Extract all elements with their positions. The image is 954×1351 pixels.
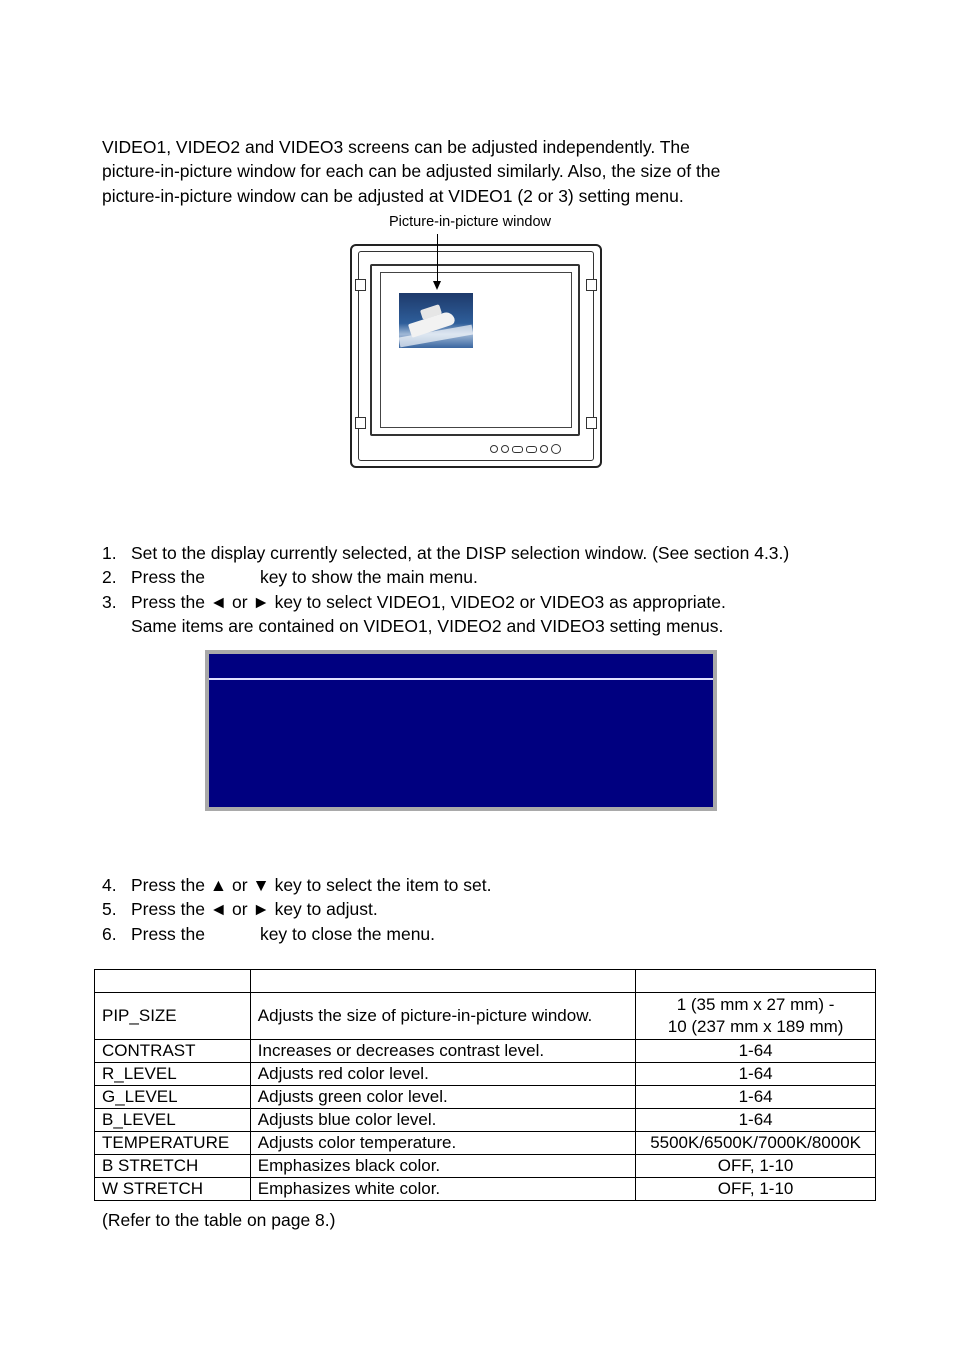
range-cell [636,993,876,1040]
description-cell: Adjusts red color level. [250,1063,635,1086]
power-button-icon [551,444,561,454]
step-number: 2. [102,567,117,588]
item-cell: PIP_SIZE [95,993,251,1040]
step-text: Press the [131,567,205,588]
mount-tab [355,417,366,429]
item-cell: W STRETCH [95,1178,251,1201]
table-header-cell [250,970,635,993]
description-cell: Adjusts the size of picture-in-picture window. [250,993,635,1040]
intro-line: VIDEO1, VIDEO2 and VIDEO3 screens can be adjusted independently. The [102,137,690,157]
step-number: 1. [102,543,117,563]
monitor-button-icon [540,445,548,453]
table-header-cell [95,970,251,993]
monitor-button-icon [490,445,498,453]
monitor-button-icon [512,446,523,453]
item-cell: CONTRAST [95,1040,251,1063]
step-item [102,565,789,589]
arrow-down-icon [433,281,441,290]
step-text: key to show the main menu. [259,567,478,588]
range-cell: 1-64 [636,1086,876,1109]
item-cell: R_LEVEL [95,1063,251,1086]
range-cell: 1-64 [636,1063,876,1086]
table-header-row [95,970,876,993]
step-item [102,541,789,565]
description-cell: Emphasizes black color. [250,1155,635,1178]
description-cell: Adjusts color temperature. [250,1132,635,1155]
range-cell: 5500K/6500K/7000K/8000K [636,1132,876,1155]
procedure-steps [102,873,491,946]
step-item [102,897,491,921]
boat-photo-icon [399,293,473,348]
step-text: Press the ◄ or ► key to select VIDEO1, VIDEO2 or VIDEO3 as appropriate. [131,591,726,612]
mount-tab [586,279,597,291]
range-cell: OFF, 1-10 [636,1155,876,1178]
range-cell: OFF, 1-10 [636,1178,876,1201]
monitor-button-row [490,444,564,454]
step-item [102,922,491,946]
step-number: 4. [102,875,117,895]
step-text: key to close the menu. [259,923,436,944]
menu-title-divider [209,678,713,680]
table-row [95,1086,876,1109]
table-row [95,1040,876,1063]
procedure-steps [102,541,789,638]
table-row [95,1155,876,1178]
step-subtext: Same items are contained on VIDEO1, VIDEO2 and VIDEO3 setting menus. [131,615,724,636]
description-cell: Increases or decreases contrast level. [250,1040,635,1063]
table-row [95,1178,876,1201]
step-item [102,590,789,639]
intro-line: picture-in-picture window can be adjusted at VIDEO1 (2 or 3) setting menu. [102,185,684,206]
monitor-button-icon [501,445,509,453]
table-header-cell [636,970,876,993]
step-item [102,873,491,897]
step-text: Press the ◄ or ► key to adjust. [131,899,378,920]
table-row [95,1132,876,1155]
description-cell: Emphasizes white color. [250,1178,635,1201]
step-text: Press the ▲ or ▼ key to select the item to set. [131,875,492,895]
range-line: 10 (237 mm x 189 mm) [667,1017,844,1036]
step-number: 3. [102,591,117,612]
figure-caption: Picture-in-picture window [389,214,551,230]
item-cell: B STRETCH [95,1155,251,1178]
intro-paragraph [102,135,822,208]
description-cell: Adjusts green color level. [250,1086,635,1109]
range-line: 1 (35 mm x 27 mm) - [676,995,835,1014]
table-note: (Refer to the table on page 8.) [102,1210,336,1230]
range-cell: 1-64 [636,1040,876,1063]
monitor-illustration [350,244,602,468]
monitor-button-icon [526,446,537,453]
step-number: 5. [102,899,117,920]
video-setting-menu-screen [205,650,717,811]
table-row [95,993,876,1040]
description-cell: Adjusts blue color level. [250,1109,635,1132]
range-cell: 1-64 [636,1109,876,1132]
mount-tab [355,279,366,291]
step-text: Press the [131,923,205,944]
item-cell: B_LEVEL [95,1109,251,1132]
mount-tab [586,417,597,429]
settings-table [94,969,876,1201]
step-number: 6. [102,923,117,944]
caption-arrow-line [437,234,438,284]
item-cell: TEMPERATURE [95,1132,251,1155]
table-row [95,1109,876,1132]
intro-line: picture-in-picture window for each can be adjusted similarly. Also, the size of the [102,161,721,182]
item-cell: G_LEVEL [95,1086,251,1109]
step-text: Set to the display currently selected, at the DISP selection window. (See section 4.3.) [131,543,790,563]
table-row [95,1063,876,1086]
